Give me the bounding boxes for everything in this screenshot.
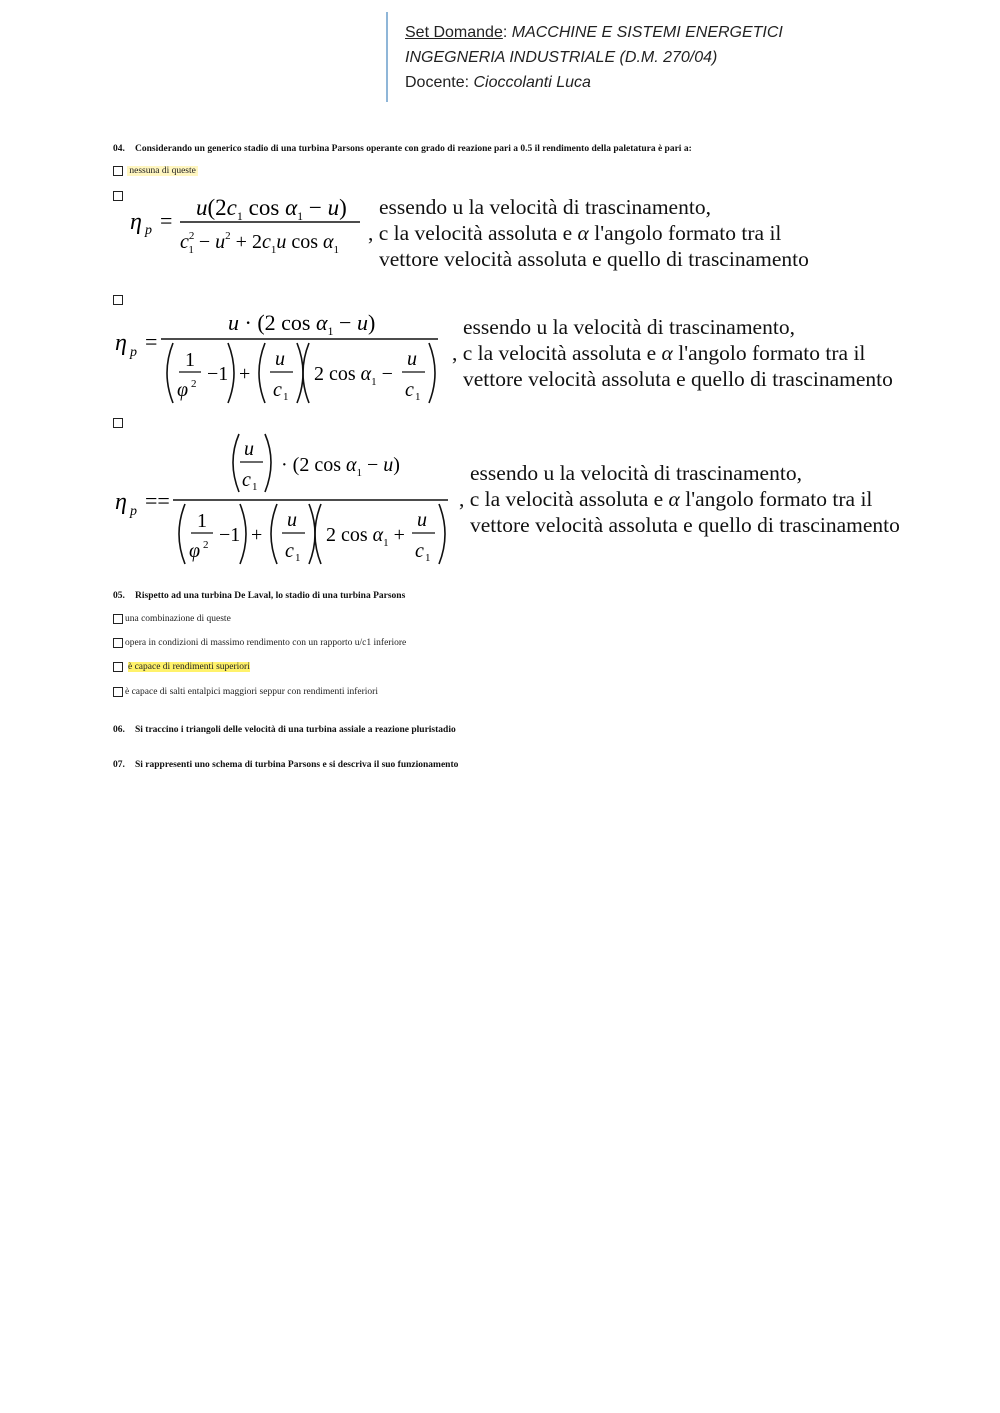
svg-text:η: η [115,489,127,515]
header-divider [386,12,388,102]
q04-option-a[interactable]: nessuna di queste [113,166,198,176]
q04-note-b: essendo u la velocità di trascinamento, , c la velocità assoluta e α l'angolo formato tra il vettore velocità assoluta e quello di trascinamento [368,195,809,271]
q05-option-b[interactable]: opera in condizioni di massimo rendimento con un rapporto u/c1 inferiore [113,638,406,648]
svg-text:2: 2 [191,378,197,390]
svg-text:c: c [273,379,282,401]
q04-note-c: essendo u la velocità di trascinamento, , c la velocità assoluta e α l'angolo formato tra il vettore velocità assoluta e quello di trascinamento [452,315,893,391]
svg-text:−1: −1 [219,524,241,546]
svg-text:1: 1 [252,481,258,493]
header-line-2: INGEGNERIA INDUSTRIALE (D.M. 270/04) [405,49,718,66]
svg-text:φ: φ [177,379,189,401]
svg-text:c: c [285,540,294,562]
q04-option-b-checkbox[interactable] [113,191,123,201]
q04-option-d-checkbox[interactable] [113,418,123,428]
document-header [405,20,783,95]
checkbox[interactable] [113,687,123,697]
svg-text:−1: −1 [207,363,229,385]
q05-option-c[interactable]: è capace di rendimenti superiori [113,662,250,672]
svg-text:· (2 cos α1 − u): · (2 $\cos \alpha_1 - u$) [281,454,400,479]
svg-text:1: 1 [185,349,195,371]
svg-text:u: u [275,348,285,370]
svg-text:u · (2 cos α1 − u): u · (2 $\cos \alpha_1 - u$) [228,310,376,338]
svg-text:u: u [287,509,297,531]
svg-text:+: + [251,524,263,546]
svg-text:p: p [130,504,137,519]
q04-option-c-checkbox[interactable] [113,295,123,305]
q05-option-d[interactable]: è capace di salti entalpici maggiori seppur con rendimenti inferiori [113,687,378,697]
svg-text:u: u [244,438,254,460]
svg-text:=: = [160,208,173,233]
svg-text:φ: φ [189,540,201,562]
header-line-3: Docente: Cioccolanti Luca [405,74,591,91]
question-04: 04. Considerando un generico stadio di una turbina Parsons operante con grado di reazione pari a 0.5 il rendimento della paletatura è pari a: [113,144,692,154]
svg-text:2: 2 [203,539,209,551]
svg-text:p: p [130,345,137,360]
checkbox[interactable] [113,638,123,648]
svg-text:c: c [405,379,414,401]
svg-text:1: 1 [425,552,431,564]
svg-text:p: p [145,223,152,238]
q04-note-d: essendo u la velocità di trascinamento, , c la velocità assoluta e α l'angolo formato tra il vettore velocità assoluta e quello di trascinamento [459,461,900,537]
svg-text:1: 1 [295,552,301,564]
question-07: 07. Si rappresenti uno schema di turbina Parsons e si descriva il suo funzionamento [113,760,459,770]
svg-text:u: u [417,509,427,531]
q04-formula-c [113,305,448,415]
svg-text:η: η [115,330,127,356]
svg-text:c21 − u2 + 2c1u cos α1: $c^2$ $1 - u^2 + 2c_1u$ $\cos \alpha_1$ [180,230,340,256]
q04-formula-d [113,430,458,575]
svg-text:u(2c1 cos α1 − u): $u(2c_1$ $\cos \alpha_1 - u$) [196,195,347,223]
checkbox[interactable] [113,662,123,672]
header-line-1: Set Domande: MACCHINE E SISTEMI ENERGETICI [405,24,783,41]
svg-text:η: η [130,209,142,235]
svg-text:+: + [239,363,251,385]
checkbox[interactable] [113,614,123,624]
checkbox[interactable] [113,166,123,176]
svg-text:=: = [145,329,158,354]
svg-text:1: 1 [415,391,421,403]
question-06: 06. Si traccino i triangoli delle velocità di una turbina assiale a reazione pluristadio [113,725,456,735]
svg-text:1: 1 [197,510,207,532]
svg-text:1: 1 [283,391,289,403]
svg-text:2 cos α1 +: 2 $\cos \alpha_1$ + [326,524,405,549]
q04-formula-b [128,190,373,265]
svg-text:==: == [145,488,170,513]
question-05: 05. Rispetto ad una turbina De Laval, lo stadio di una turbina Parsons [113,591,406,601]
svg-text:c: c [242,469,251,491]
svg-text:2 cos α1 −: 2 $\cos \alpha_1$ − [314,363,393,388]
svg-text:u: u [407,348,417,370]
svg-text:c: c [415,540,424,562]
q05-option-a[interactable]: una combinazione di queste [113,614,231,624]
